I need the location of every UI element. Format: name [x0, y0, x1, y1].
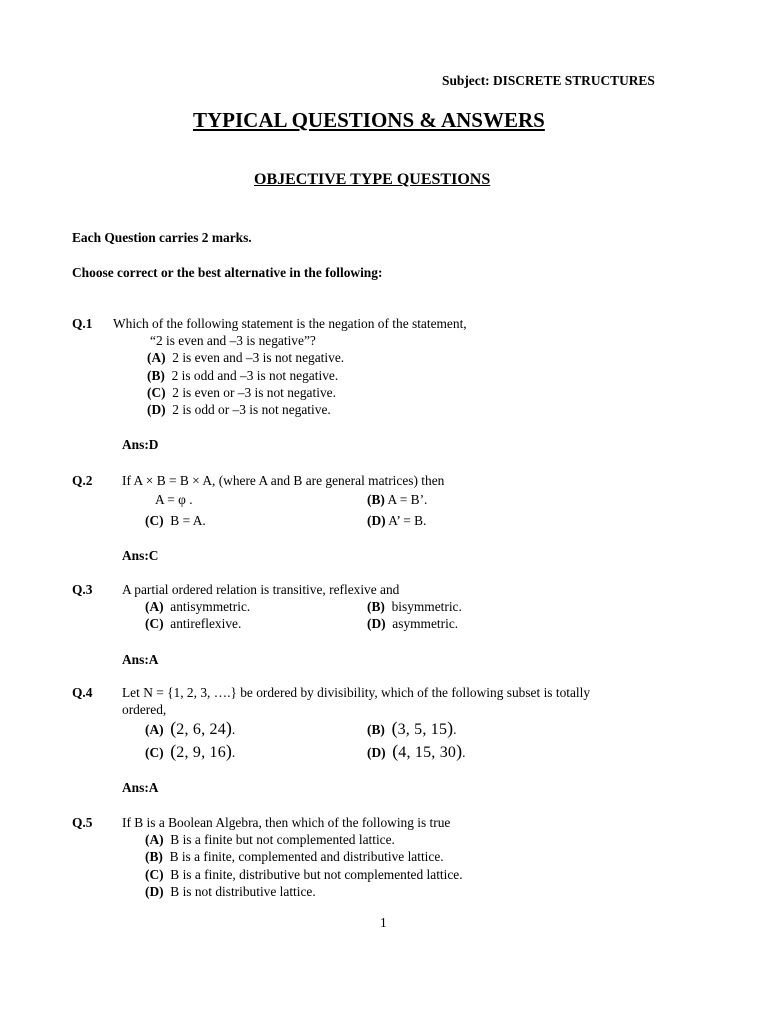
option-text: 2, 9, 16 [176, 744, 226, 761]
option-text: 2, 6, 24 [176, 721, 226, 738]
option-text: B = A. [170, 513, 206, 528]
option-text: 3, 5, 15 [397, 721, 448, 738]
option-text: 4, 15, 30 [398, 744, 457, 761]
question-text-line2: “2 is even and –3 is negative”? [150, 333, 316, 348]
section-heading: OBJECTIVE TYPE QUESTIONS [254, 171, 491, 188]
question-text: If A × B = B × A, (where A and B are general matrices) then [122, 473, 445, 488]
option-text: 2 is odd and –3 is not negative. [171, 368, 339, 383]
question-number: Q.5 [72, 815, 93, 830]
option-b: (B) (3, 5, 15). [367, 718, 457, 738]
option-letter: (D) [367, 745, 386, 760]
option-letter: (C) [145, 513, 164, 528]
option-letter: (A) [145, 722, 164, 737]
option-text: 2 is odd or –3 is not negative. [172, 402, 331, 417]
option-text: 2 is even and –3 is not negative. [172, 350, 345, 365]
answer-label: Ans:C [122, 548, 159, 563]
option-letter: (C) [145, 867, 164, 882]
option-b [145, 848, 444, 865]
option-letter: (D) [367, 616, 386, 631]
option-c [145, 615, 241, 632]
option-d [367, 512, 426, 529]
option-c [145, 512, 206, 529]
option-a [145, 831, 395, 848]
option-letter: (D) [367, 513, 386, 528]
option-a [145, 598, 250, 615]
option-text: B is a finite, distributive but not complemented lattice. [170, 867, 463, 882]
option-c [147, 384, 336, 401]
option-letter: (B) [367, 722, 385, 737]
option-d [145, 883, 316, 900]
option-letter: (B) [367, 492, 385, 507]
question-number: Q.3 [72, 582, 93, 597]
question-number: Q.4 [72, 685, 93, 700]
option-letter: (A) [145, 599, 164, 614]
choose-instruction: Choose correct or the best alternative in the following: [72, 265, 383, 280]
option-letter: (C) [145, 745, 164, 760]
option-text: 2 is even or –3 is not negative. [172, 385, 336, 400]
option-c: (C) (2, 9, 16). [145, 741, 236, 761]
option-text: A = φ . [155, 492, 193, 507]
option-d [367, 615, 458, 632]
answer-label: Ans:A [122, 652, 159, 667]
question-number: Q.1 [72, 316, 93, 331]
option-letter: (A) [147, 350, 166, 365]
option-letter: (C) [145, 616, 164, 631]
option-letter: (B) [145, 849, 163, 864]
option-c [145, 866, 463, 883]
option-text: B is not distributive lattice. [170, 884, 316, 899]
option-text: B is a finite, complemented and distributive lattice. [169, 849, 444, 864]
option-text: A = B’. [387, 492, 428, 507]
option-letter: (B) [147, 368, 165, 383]
option-d [147, 401, 331, 418]
option-b [147, 367, 338, 384]
question-text: If B is a Boolean Algebra, then which of the following is true [122, 815, 451, 830]
page-number: 1 [380, 915, 387, 930]
option-b [367, 491, 427, 508]
question-text: Let N = {1, 2, 3, ….} be ordered by divisibility, which of the following subset is totally [122, 685, 591, 700]
question-number: Q.2 [72, 473, 93, 488]
option-text: asymmetric. [392, 616, 459, 631]
question-text-line2: ordered, [122, 702, 167, 717]
question-text: Which of the following statement is the negation of the statement, [113, 316, 467, 331]
option-text: antireflexive. [170, 616, 242, 631]
option-letter: (C) [147, 385, 166, 400]
page-title: TYPICAL QUESTIONS & ANSWERS [193, 108, 545, 132]
subject-label: Subject: DISCRETE STRUCTURES [442, 73, 655, 88]
option-text: bisymmetric. [391, 599, 462, 614]
option-text: antisymmetric. [170, 599, 251, 614]
option-letter: (B) [367, 599, 385, 614]
option-b [367, 598, 462, 615]
marks-instruction: Each Question carries 2 marks. [72, 230, 252, 245]
option-text: B is a finite but not complemented lattice. [170, 832, 395, 847]
option-a [155, 491, 193, 508]
option-a: (A) (2, 6, 24). [145, 718, 236, 738]
option-a [147, 349, 344, 366]
option-letter: (D) [147, 402, 166, 417]
option-letter: (A) [145, 832, 164, 847]
answer-label: Ans:D [122, 437, 159, 452]
option-d: (D) (4, 15, 30). [367, 741, 466, 761]
option-letter: (D) [145, 884, 164, 899]
question-text: A partial ordered relation is transitive, reflexive and [122, 582, 400, 597]
answer-label: Ans:A [122, 780, 159, 795]
option-text: A’ = B. [388, 513, 427, 528]
